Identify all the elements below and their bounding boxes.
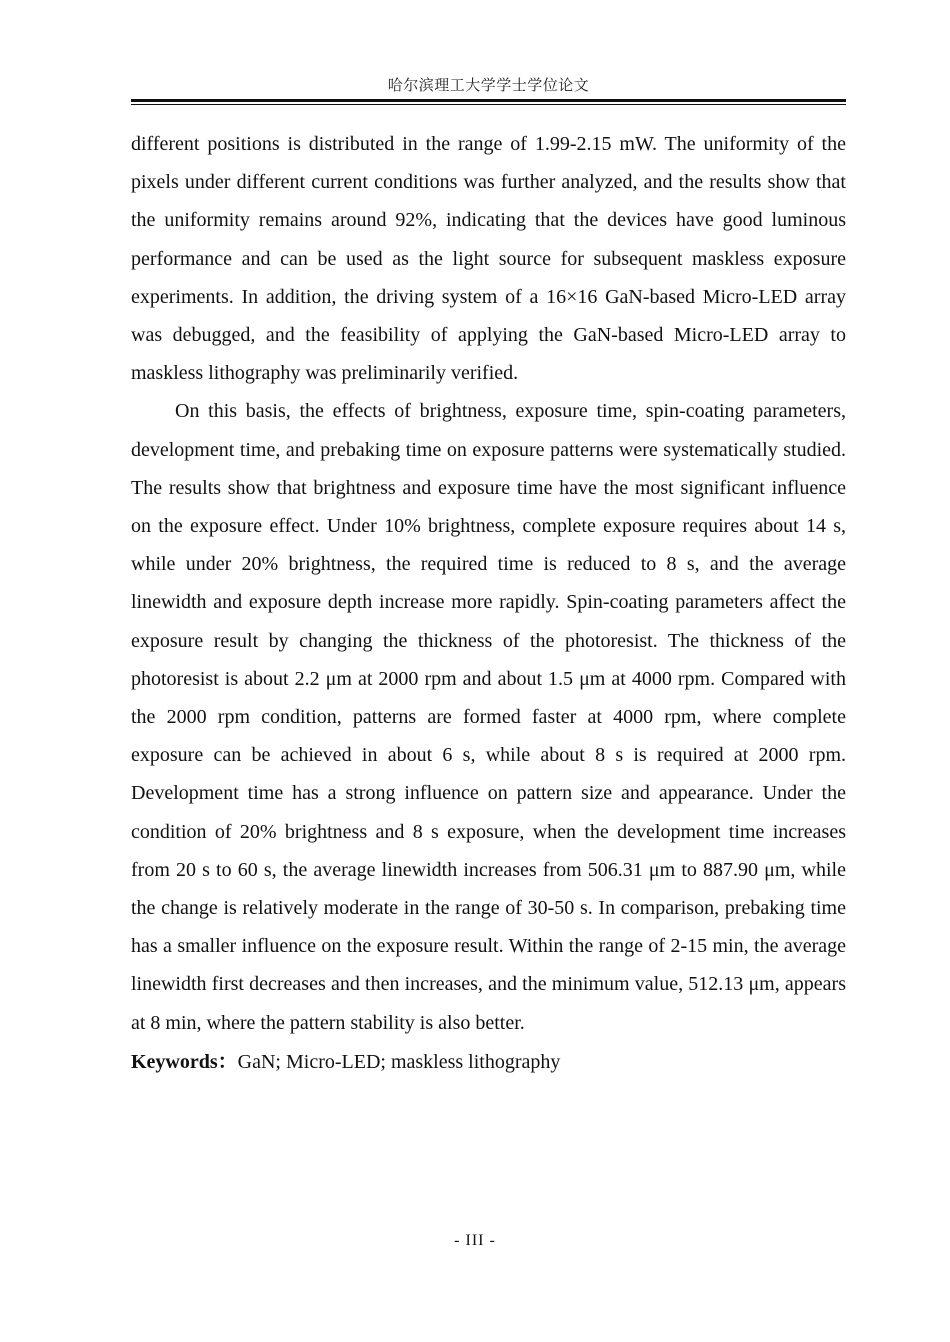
page-number: - III - [454,1232,496,1249]
body-paragraph: On this basis, the effects of brightness, exposure time, spin-coating parameters, development time, and prebaking time on exposure patterns were systematically studied. The results show that brightness and exposure time have the most significant influence on the exposure effect. Under 10% brightness, complete exposure requires about 14 s, while under 20% brightness, the required time is reduced to 8 s, and the average linewidth and exposure depth increase more rapidly. Spin-coating parameters affect the exposure result by changing the thickness of the photoresist. The thickness of the photoresist is about 2.2 μm at 2000 rpm and about 1.5 μm at 4000 rpm. Compared with the 2000 rpm condition, patterns are formed faster at 4000 rpm, where complete exposure can be achieved in about 6 s, while about 8 s is required at 2000 rpm. Development time has a strong influence on pattern size and appearance. Under the condition of 20% brightness and 8 s exposure, when the development time increases from 20 s to 60 s, the average linewidth increases from 506.31 μm to 887.90 μm, while the change is relatively moderate in the range of 30-50 s. In comparison, prebaking time has a smaller influence on the exposure result. Within the range of 2-15 min, the average linewidth first decreases and then increases, and the minimum value, 512.13 μm, appears at 8 min, where the pattern stability is also better. [131,400,846,1034]
keywords-text: GaN; Micro-LED; maskless lithography [237,1050,561,1073]
keywords-label: Keywords： [131,1050,238,1073]
header-rule-thick [131,99,846,102]
keywords-line [131,1042,846,1082]
body-paragraph-continued: different positions is distributed in the range of 1.99-2.15 mW. The uniformity of the pixels under different current conditions was further analyzed, and the results show that the uniformity remains around 92%, indicating that the devices have good luminous performance and can be used as the light source for subsequent maskless exposure experiments. In addition, the driving system of a 16×16 GaN-based Micro-LED array was debugged, and the feasibility of applying the GaN-based Micro-LED array to maskless lithography was preliminarily verified. [131,133,846,385]
header-rule-thin [131,104,846,105]
abstract-body [131,125,846,1082]
running-header: 哈尔滨理工大学学士学位论文 [387,78,590,94]
